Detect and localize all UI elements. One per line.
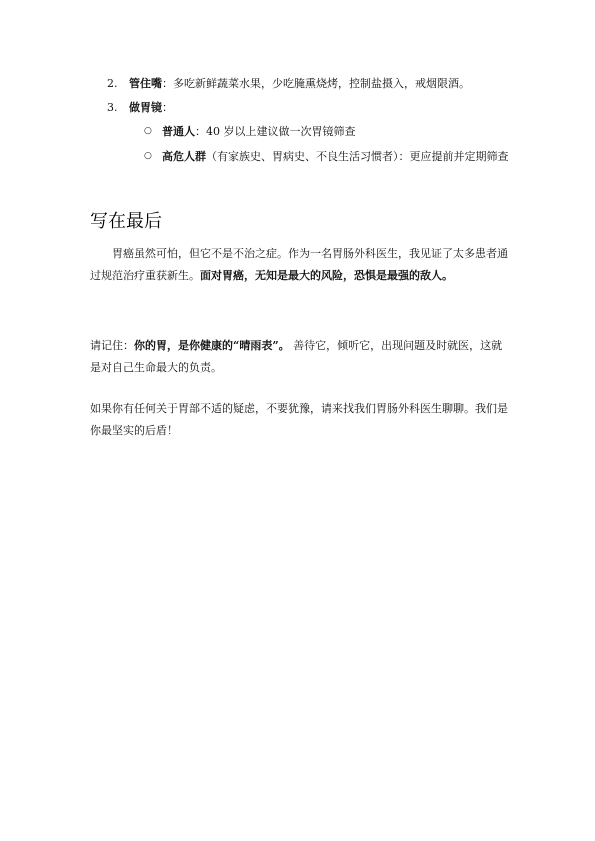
list-item-text: ：多吃新鲜蔬菜水果，少吃腌熏烧烤，控制盐摄入，戒烟限酒。: [162, 77, 470, 90]
list-number: 2.: [107, 77, 118, 90]
paragraph-2: [90, 335, 510, 379]
list-item-3: [107, 101, 173, 115]
list-item-title: 做胃镜: [129, 101, 162, 114]
list-item-2: [107, 77, 470, 91]
list-number: 3.: [107, 101, 118, 114]
section-heading: 写在最后: [90, 211, 162, 232]
paragraph-3: [90, 398, 510, 442]
circle-bullet-icon: ○: [144, 151, 152, 161]
paragraph-lead: 请记住：: [90, 339, 134, 352]
sub-item-text: ：40 岁以上建议做一次胃镜筛查: [195, 125, 356, 138]
list-item-text: ：: [162, 101, 173, 114]
paragraph-text: 如果你有任何关于胃部不适的疑虑，不要犹豫，请来找我们胃肠外科医生聊聊。我们是你最坚实的后盾！: [90, 402, 508, 437]
list-item-title: 管住嘴: [129, 77, 162, 90]
sub-list-item: [146, 121, 522, 142]
paragraph-emphasis: 面对胃癌，无知是最大的风险，恐惧是最强的敌人。: [200, 269, 453, 282]
paragraph-text: 善待它，倾听它，出现问题及时就医，这就是对自己生命最大的负责。: [90, 339, 503, 374]
circle-bullet-icon: ○: [144, 126, 152, 136]
paragraph-emphasis: 你的胃，是你健康的“晴雨表”。: [134, 339, 290, 352]
sub-item-text: （有家族史、胃病史、不良生活习惯者）：更应提前并定期筛查: [206, 150, 509, 163]
paragraph-text: 胃癌虽然可怕，但它不是不治之症。作为一名胃肠外科医生，我见证了太多患者通过规范治疗重获新生。: [90, 247, 508, 282]
sub-item-title: 高危人群: [162, 150, 206, 163]
sub-item-title: 普通人: [162, 125, 195, 138]
paragraph-1: [90, 243, 510, 287]
sub-list-item: [146, 146, 518, 167]
